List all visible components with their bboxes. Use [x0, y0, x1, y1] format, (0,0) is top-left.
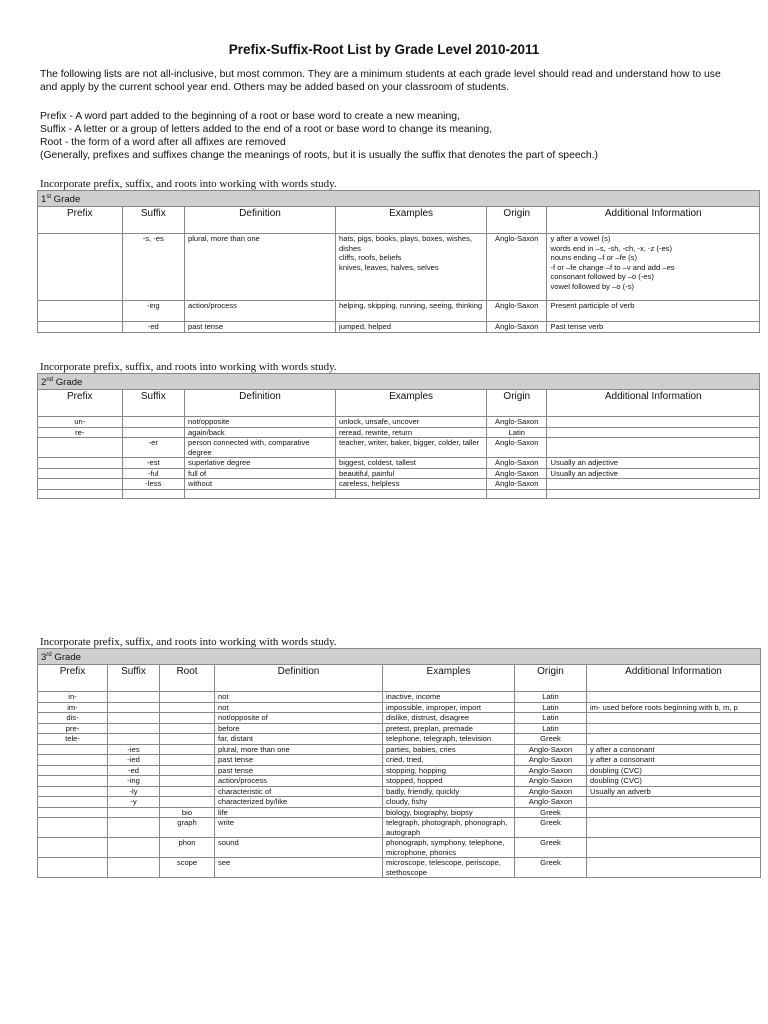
table-cell: [587, 797, 761, 808]
table-cell: Anglo-Saxon: [487, 438, 547, 458]
table-cell: unlock, unsafe, uncover: [336, 417, 487, 428]
table-cell: [108, 818, 160, 838]
table-cell: [587, 692, 761, 703]
grade-label: [38, 191, 760, 207]
definition-root: Root - the form of a word after all affixes are removed: [40, 137, 286, 148]
table-cell: graph: [160, 818, 215, 838]
table-cell: Greek: [515, 838, 587, 858]
table-cell: im- used before roots beginning with b, m, p: [587, 702, 761, 713]
table-cell: Anglo-Saxon: [515, 776, 587, 787]
table-cell: scope: [160, 858, 215, 878]
table-cell: re-: [38, 427, 123, 438]
grade-number: 1: [41, 194, 47, 206]
table-cell: Latin: [487, 427, 547, 438]
table-cell: Usually an adverb: [587, 786, 761, 797]
table-cell: Anglo-Saxon: [487, 301, 547, 322]
table-cell: Anglo-Saxon: [515, 744, 587, 755]
table-cell: [38, 234, 123, 301]
grade-word: Grade: [51, 194, 81, 206]
table-cell: -ied: [108, 755, 160, 766]
table-cell: pretest, preplan, premade: [383, 723, 515, 734]
table-row: [38, 234, 760, 301]
table-cell: person connected with, comparative degree: [185, 438, 336, 458]
table-cell: y after a consonant: [587, 744, 761, 755]
table-cell: microscope, telescope, periscope, stethoscope: [383, 858, 515, 878]
table-cell: [38, 438, 123, 458]
grade-number: 3: [41, 652, 47, 664]
table-cell: cloudy, fishy: [383, 797, 515, 808]
column-header: Examples: [336, 207, 487, 234]
table-cell: Anglo-Saxon: [487, 468, 547, 479]
table-cell: Latin: [515, 723, 587, 734]
table-row: [38, 713, 761, 724]
table-cell: Greek: [515, 858, 587, 878]
table-cell: [108, 807, 160, 818]
table-cell: action/process: [215, 776, 383, 787]
table-cell: [160, 744, 215, 755]
table-cell: [160, 734, 215, 745]
table-cell: [38, 858, 108, 878]
column-header: Origin: [515, 665, 587, 692]
table-cell: -s, -es: [122, 234, 184, 301]
table-cell: full of: [185, 468, 336, 479]
grade2-table: [37, 373, 760, 499]
table-cell: doubling (CVC): [587, 776, 761, 787]
table-cell: [108, 702, 160, 713]
table-cell: Anglo-Saxon: [515, 797, 587, 808]
table-cell: -ful: [122, 468, 184, 479]
table-cell: [38, 468, 123, 479]
table-cell: Present participle of verb: [547, 301, 760, 322]
definition-suffix: Suffix - A letter or a group of letters added to the end of a root or base word to change its meaning,: [40, 124, 493, 135]
section-caption-grade3: Incorporate prefix, suffix, and roots into working with words study.: [40, 636, 337, 648]
table-cell: characteristic of: [215, 786, 383, 797]
table-row: [38, 479, 760, 490]
grade-ordinal: st: [46, 194, 52, 200]
table-cell: superlative degree: [185, 458, 336, 469]
column-header: Suffix: [108, 665, 160, 692]
table-cell: [38, 479, 123, 490]
table-cell: not/opposite: [185, 417, 336, 428]
table-cell: [38, 755, 108, 766]
table-row: [38, 734, 761, 745]
column-header: Examples: [336, 390, 487, 417]
column-header: Additional Information: [587, 665, 761, 692]
table-cell: Anglo-Saxon: [515, 786, 587, 797]
table-cell: dis-: [38, 713, 108, 724]
table-cell: Anglo-Saxon: [487, 234, 547, 301]
table-cell: life: [215, 807, 383, 818]
table-cell: pre-: [38, 723, 108, 734]
table-cell: [587, 838, 761, 858]
table-cell: badly, friendly, quickly: [383, 786, 515, 797]
definition-note: (Generally, prefixes and suffixes change the meanings of roots, but it is usually the suffix that denotes the part of speech.): [40, 150, 598, 161]
section-caption-grade2: Incorporate prefix, suffix, and roots into working with words study.: [40, 361, 337, 373]
table-cell: stopping, hopping: [383, 765, 515, 776]
table-cell: [547, 479, 760, 490]
table-row: [38, 765, 761, 776]
table-cell: [336, 489, 487, 498]
table-cell: [122, 427, 184, 438]
table-cell: [38, 818, 108, 838]
table-cell: -er: [122, 438, 184, 458]
table-cell: [547, 427, 760, 438]
table-cell: telephone, telegraph, television: [383, 734, 515, 745]
column-header: Prefix: [38, 207, 123, 234]
table-cell: not/opposite of: [215, 713, 383, 724]
table-row: [38, 744, 761, 755]
table-cell: [122, 417, 184, 428]
table-cell: plural, more than one: [215, 744, 383, 755]
table-cell: [38, 322, 123, 333]
table-cell: [185, 489, 336, 498]
table-cell: in-: [38, 692, 108, 703]
table-cell: stopped, hopped: [383, 776, 515, 787]
grade-header-row: [38, 374, 760, 390]
grade-ordinal: rd: [46, 652, 52, 658]
table-cell: -ed: [108, 765, 160, 776]
grade1-table: [37, 190, 760, 333]
table-cell: im-: [38, 702, 108, 713]
table-cell: dislike, distrust, disagree: [383, 713, 515, 724]
table-cell: Latin: [515, 713, 587, 724]
table-cell: [160, 786, 215, 797]
table-cell: biggest, coldest, tallest: [336, 458, 487, 469]
table-cell: [587, 723, 761, 734]
table-cell: bio: [160, 807, 215, 818]
table-cell: helping, skipping, running, seeing, thinking: [336, 301, 487, 322]
column-header: Suffix: [122, 390, 184, 417]
table-cell: [547, 489, 760, 498]
table-cell: action/process: [185, 301, 336, 322]
grade-header-row: [38, 649, 761, 665]
table-cell: past tense: [215, 755, 383, 766]
intro-paragraph: The following lists are not all-inclusive, but most common. They are a minimum students at each grade level should read and understand how to use and apply by the current school year end. Others may be added based on your classroom of students.: [40, 69, 721, 93]
table-row: [38, 723, 761, 734]
table-cell: [108, 692, 160, 703]
table-cell: Past tense verb: [547, 322, 760, 333]
table-cell: [38, 838, 108, 858]
table-cell: [38, 786, 108, 797]
table-cell: hats, pigs, books, plays, boxes, wishes, dishes cliffs, roofs, beliefs knives, leaves, halves, selves: [336, 234, 487, 301]
table-cell: telegraph, photograph, phonograph, autograph: [383, 818, 515, 838]
column-header-row: [38, 390, 760, 417]
table-cell: biology, biography, biopsy: [383, 807, 515, 818]
table-row: [38, 417, 760, 428]
table-cell: un-: [38, 417, 123, 428]
column-header: Prefix: [38, 390, 123, 417]
table-cell: [108, 858, 160, 878]
table-cell: tele-: [38, 734, 108, 745]
table-cell: plural, more than one: [185, 234, 336, 301]
table-row: [38, 489, 760, 498]
table-cell: [160, 797, 215, 808]
table-cell: [160, 776, 215, 787]
table-row: [38, 427, 760, 438]
table-cell: [587, 807, 761, 818]
table-cell: [487, 489, 547, 498]
table-row: [38, 786, 761, 797]
table-cell: Greek: [515, 734, 587, 745]
table-cell: sound: [215, 838, 383, 858]
table-cell: y after a vowel (s) words end in –s, -sh, -ch, -x, -z (-es) nouns ending –f or –fe (s) -f or –fe change –f to –v and add –es consonant followed by –o (-es) vowel followed by –o (-s): [547, 234, 760, 301]
table-row: [38, 322, 760, 333]
table-cell: [547, 438, 760, 458]
table-row: [38, 838, 761, 858]
table-cell: again/back: [185, 427, 336, 438]
table-cell: parties, babies, cries: [383, 744, 515, 755]
grade-ordinal: nd: [46, 377, 54, 383]
column-header: Origin: [487, 207, 547, 234]
table-cell: not: [215, 692, 383, 703]
page-title: Prefix-Suffix-Root List by Grade Level 2010-2011: [228, 42, 540, 57]
table-cell: -est: [122, 458, 184, 469]
table-cell: teacher, writer, baker, bigger, colder, taller: [336, 438, 487, 458]
table-cell: past tense: [185, 322, 336, 333]
column-header: Definition: [215, 665, 383, 692]
table-cell: [108, 838, 160, 858]
table-cell: -y: [108, 797, 160, 808]
table-cell: Anglo-Saxon: [487, 417, 547, 428]
table-cell: [587, 858, 761, 878]
column-header: Additional Information: [547, 207, 760, 234]
table-cell: [38, 301, 123, 322]
table-cell: [38, 807, 108, 818]
table-cell: past tense: [215, 765, 383, 776]
table-row: [38, 755, 761, 766]
table-row: [38, 797, 761, 808]
grade-label: [38, 649, 761, 665]
definitions-block: [40, 110, 740, 162]
column-header: Root: [160, 665, 215, 692]
grade-word: Grade: [51, 652, 82, 664]
table-cell: [38, 765, 108, 776]
column-header: Definition: [185, 390, 336, 417]
grade-header-row: [38, 191, 760, 207]
table-row: [38, 702, 761, 713]
table-cell: phon: [160, 838, 215, 858]
table-cell: [122, 489, 184, 498]
table-row: [38, 858, 761, 878]
table-row: [38, 692, 761, 703]
table-cell: Greek: [515, 818, 587, 838]
column-header: Definition: [185, 207, 336, 234]
table-cell: phonograph, symphony, telephone, microphone, phonics: [383, 838, 515, 858]
table-cell: [160, 723, 215, 734]
table-cell: [160, 755, 215, 766]
table-cell: Latin: [515, 692, 587, 703]
column-header: Origin: [487, 390, 547, 417]
table-cell: Anglo-Saxon: [515, 765, 587, 776]
grade3-table: [37, 648, 761, 878]
table-cell: beautiful, painful: [336, 468, 487, 479]
table-row: [38, 776, 761, 787]
table-cell: -ly: [108, 786, 160, 797]
section-caption-grade1: Incorporate prefix, suffix, and roots into working with words study.: [40, 178, 337, 190]
table-cell: before: [215, 723, 383, 734]
table-cell: -ing: [108, 776, 160, 787]
table-cell: inactive, income: [383, 692, 515, 703]
table-cell: characterized by/like: [215, 797, 383, 808]
table-cell: y after a consonant: [587, 755, 761, 766]
table-cell: -ies: [108, 744, 160, 755]
table-cell: [160, 765, 215, 776]
grade-number: 2: [41, 377, 47, 389]
table-row: [38, 807, 761, 818]
table-cell: Anglo-Saxon: [487, 479, 547, 490]
table-cell: -ed: [122, 322, 184, 333]
table-cell: [160, 713, 215, 724]
table-cell: impossible, improper, import: [383, 702, 515, 713]
table-cell: Anglo-Saxon: [515, 755, 587, 766]
table-cell: [160, 702, 215, 713]
table-cell: [587, 818, 761, 838]
table-cell: [38, 489, 123, 498]
table-cell: careless, helpless: [336, 479, 487, 490]
table-cell: write: [215, 818, 383, 838]
table-cell: [108, 734, 160, 745]
table-cell: Anglo-Saxon: [487, 322, 547, 333]
table-row: [38, 818, 761, 838]
table-cell: Latin: [515, 702, 587, 713]
table-cell: [38, 744, 108, 755]
table-cell: not: [215, 702, 383, 713]
table-cell: Usually an adjective: [547, 468, 760, 479]
table-cell: see: [215, 858, 383, 878]
column-header-row: [38, 207, 760, 234]
table-row: [38, 458, 760, 469]
table-cell: cried, tried,: [383, 755, 515, 766]
table-cell: Greek: [515, 807, 587, 818]
table-cell: [160, 692, 215, 703]
table-cell: -ing: [122, 301, 184, 322]
table-cell: without: [185, 479, 336, 490]
table-row: [38, 468, 760, 479]
grade-word: Grade: [53, 377, 83, 389]
table-cell: far, distant: [215, 734, 383, 745]
column-header: Suffix: [122, 207, 184, 234]
table-cell: [108, 713, 160, 724]
table-cell: [38, 776, 108, 787]
table-cell: Usually an adjective: [547, 458, 760, 469]
column-header: Prefix: [38, 665, 108, 692]
table-cell: jumped, helped: [336, 322, 487, 333]
column-header: Examples: [383, 665, 515, 692]
table-cell: [587, 713, 761, 724]
table-cell: doubling (CVC): [587, 765, 761, 776]
table-cell: reread, rewrite, return: [336, 427, 487, 438]
table-cell: [38, 797, 108, 808]
table-cell: [38, 458, 123, 469]
table-cell: -less: [122, 479, 184, 490]
column-header-row: [38, 665, 761, 692]
table-cell: [587, 734, 761, 745]
table-cell: Anglo-Saxon: [487, 458, 547, 469]
table-cell: [547, 417, 760, 428]
table-row: [38, 301, 760, 322]
definition-prefix: Prefix - A word part added to the beginning of a root or base word to create a new meaning,: [40, 111, 460, 122]
column-header: Additional Information: [547, 390, 760, 417]
grade-label: [38, 374, 760, 390]
table-row: [38, 438, 760, 458]
table-cell: [108, 723, 160, 734]
